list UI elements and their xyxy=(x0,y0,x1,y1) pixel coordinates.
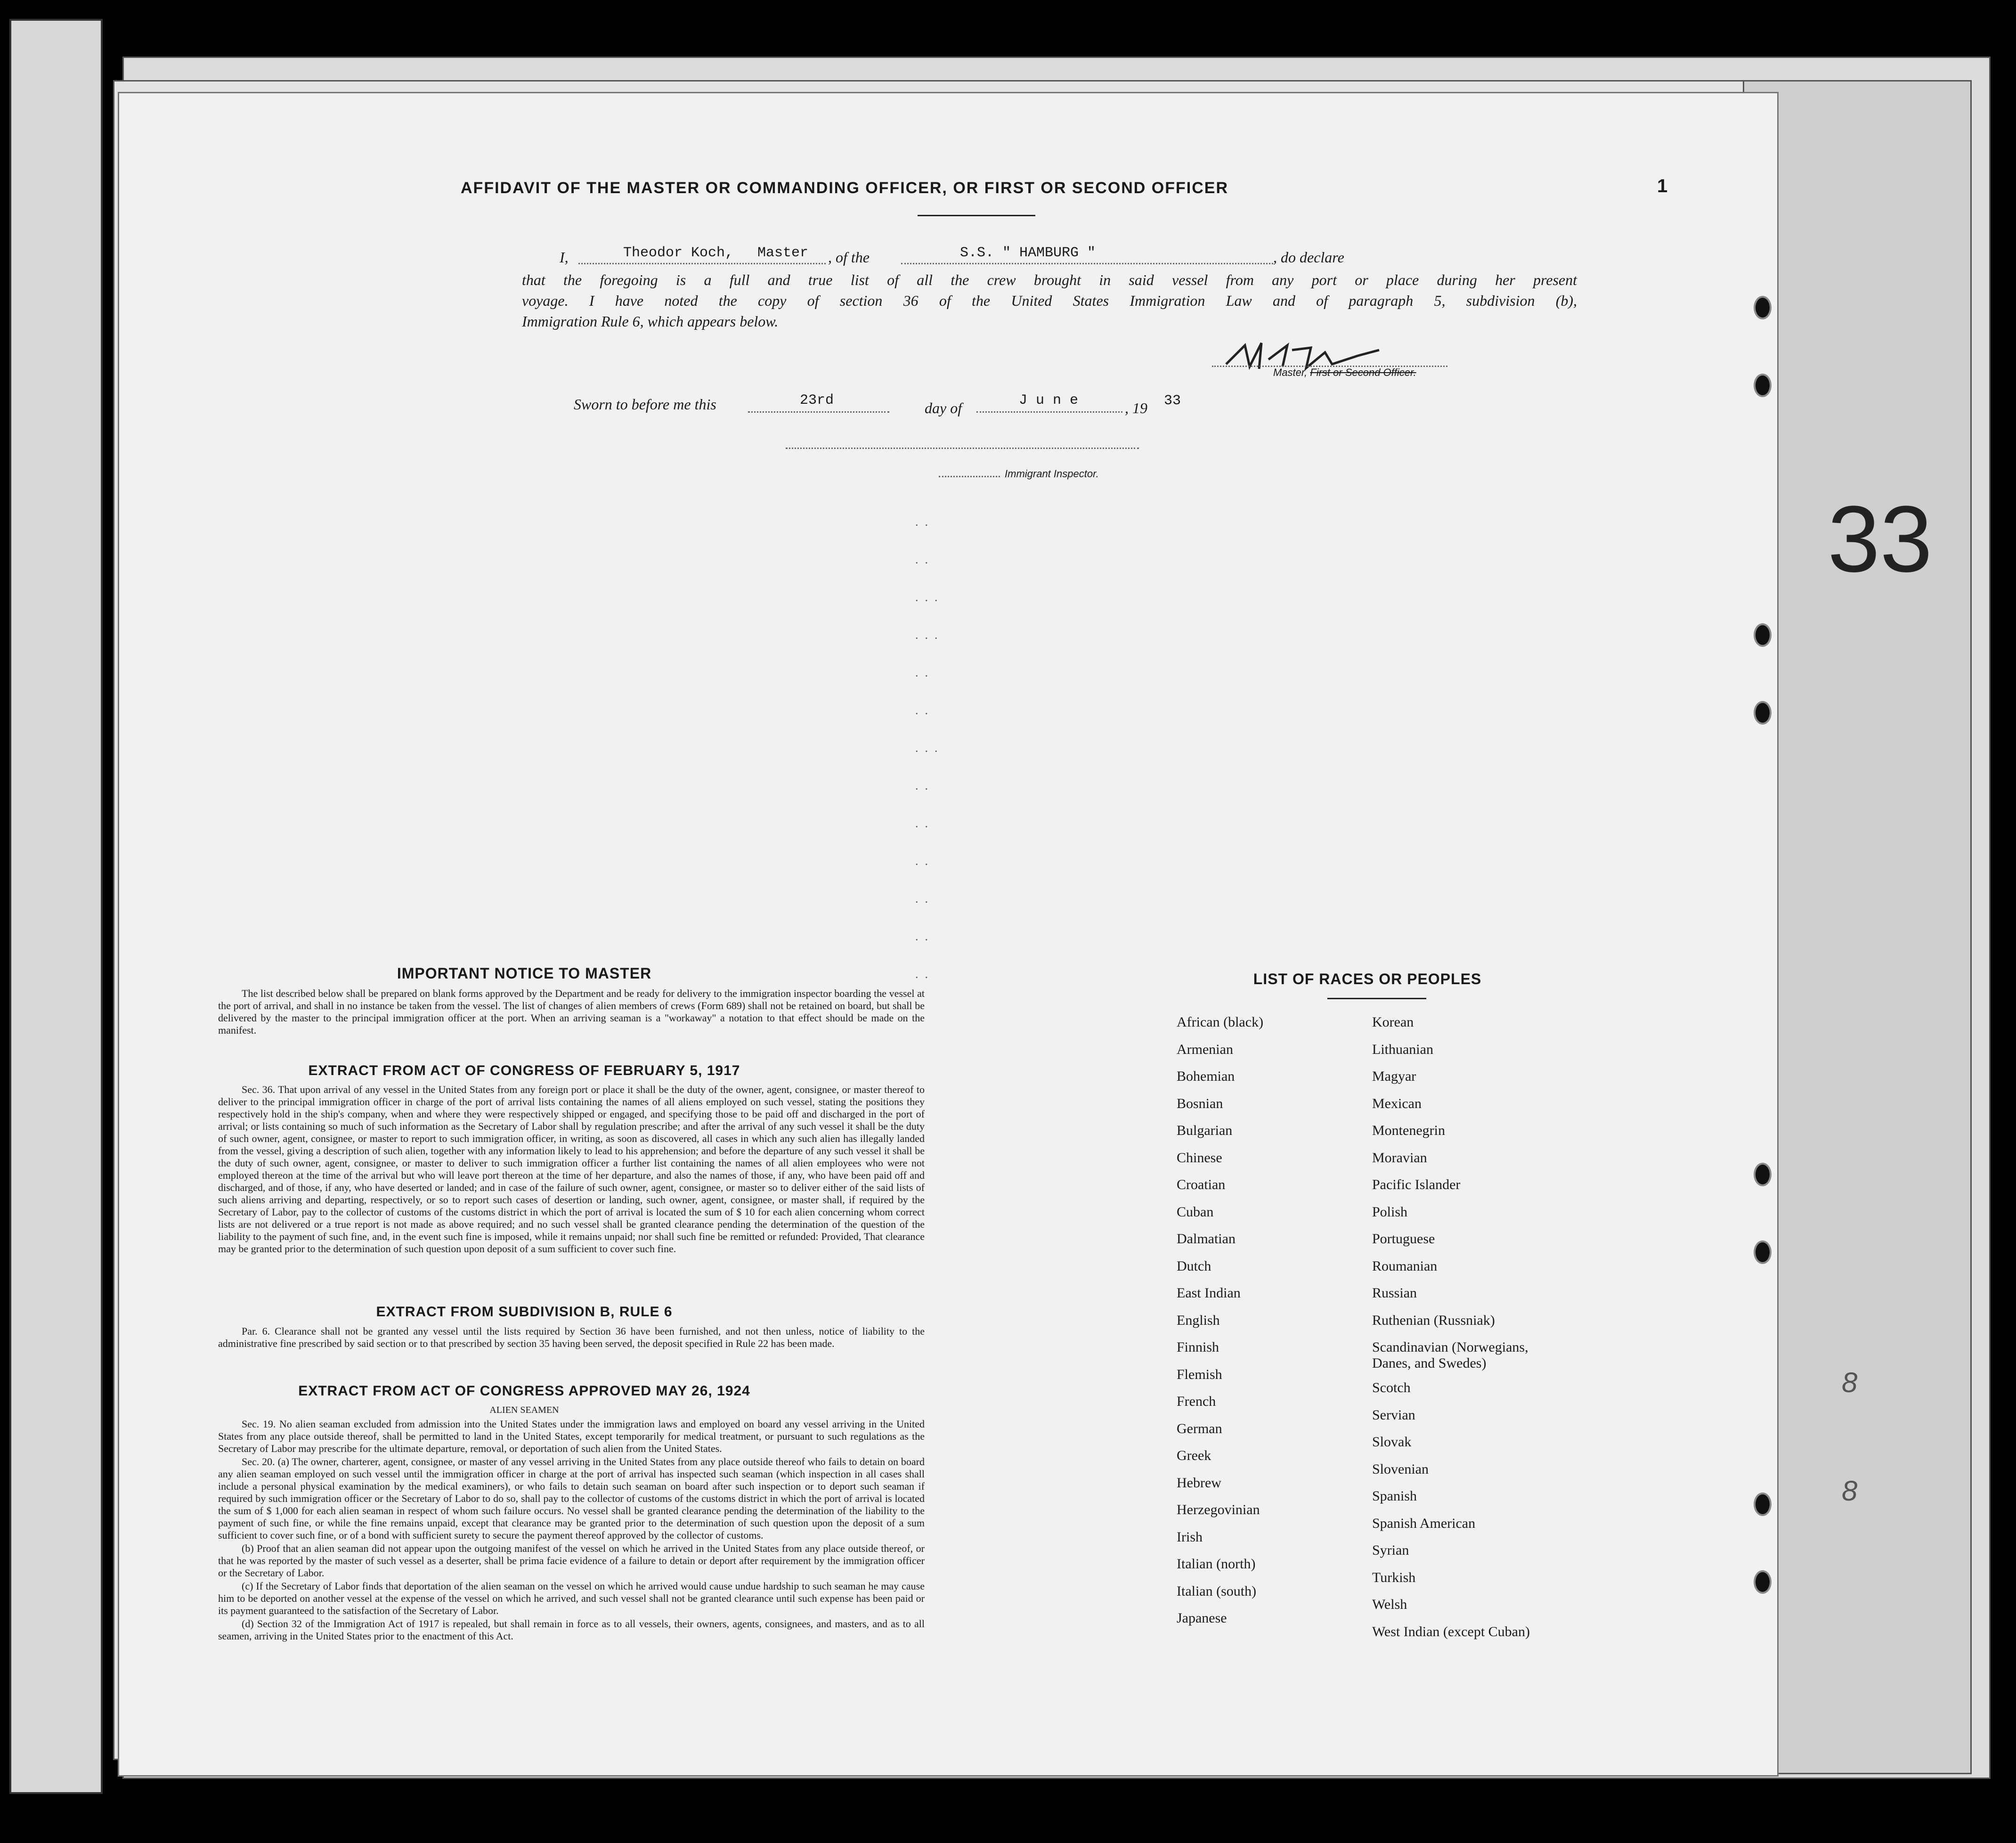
faint-mark: ... xyxy=(915,741,944,755)
race-item: Scandinavian (Norwegians, Danes, and Swedes) xyxy=(1372,1339,1528,1371)
name-field-line xyxy=(578,263,826,264)
binder-hole xyxy=(1754,1570,1772,1594)
race-item: Servian xyxy=(1372,1407,1415,1423)
race-item: Mexican xyxy=(1372,1095,1422,1111)
race-item: Italian (north) xyxy=(1177,1556,1256,1572)
race-item: Roumanian xyxy=(1372,1258,1438,1274)
race-item: Irish xyxy=(1177,1529,1203,1545)
sec19-paragraph: Sec. 19. No alien seaman excluded from admission into the United States under the immigration laws and employed on board any vessel arriving in the United States from any place outside thereof, shall be permitted to land in the United States, except temporarily for medical treatment, or pursuant to such regulations as the Secretary of Labor may prescribe for the ultimate departure, removal, or deportation of such alien from the United States. xyxy=(218,1418,925,1454)
race-item: Bohemian xyxy=(1177,1068,1235,1084)
margin-number: 33 xyxy=(1828,487,1933,592)
race-item: Montenegrin xyxy=(1372,1123,1445,1138)
vessel-name: S.S. " HAMBURG " xyxy=(960,245,1096,261)
inspector-signature-line xyxy=(786,448,1139,449)
race-item: Welsh xyxy=(1372,1597,1407,1612)
race-item: Polish xyxy=(1372,1204,1408,1220)
faint-mark: .. xyxy=(915,666,935,679)
extract-1924-text xyxy=(218,1418,925,1643)
extract-1917-title: EXTRACT FROM ACT OF CONGRESS OF FEBRUARY 5, 1917 xyxy=(308,1063,740,1078)
sworn-label: Sworn to before me this xyxy=(574,396,716,413)
notice-title: IMPORTANT NOTICE TO MASTER xyxy=(397,965,652,982)
race-item: Bosnian xyxy=(1177,1095,1223,1111)
declaration-line-3: voyage. I have noted the copy of section 36 of the United States Immigration Law and of paragraph 5, subdivision (b), xyxy=(522,292,1577,309)
faint-mark: .. xyxy=(915,553,935,566)
inspector-label: Immigrant Inspector. xyxy=(1005,468,1099,480)
race-item: Ruthenian (Russniak) xyxy=(1372,1312,1495,1328)
race-item: Cuban xyxy=(1177,1204,1214,1220)
sec36-paragraph: Sec. 36. That upon arrival of any vessel in the United States from any foreign port or place it shall be the duty of the owner, agent, consignee, or master thereof to deliver to the principal immigration officer in charge of the port of arrival lists containing the names of all aliens employed on such vessel, stating the positions they respectively hold in the ship's company, when and where they were respectively shipped or engaged, and specifying those to be paid off and discharged in the port of arrival; or lists containing so much of such information as the Secretary of Labor shall by regulation prescribe; and after the arrival of any such vessel it shall be the duty of such owner, agent, consignee, or master to report to such immigration officer, in writing, as soon as discovered, all cases in which any such alien has illegally landed from the vessel, giving a description of such alien, together with any information likely to lead to his apprehension; and before the departure of any such vessel it shall be the duty of such owner, agent, consignee, or master to deliver to such immigration officer a further list containing the names of all alien employees who were not employed thereon at the time of the arrival but who will leave port thereon at the time of her departure, and also the names of those, if any, who have been paid off and discharged, and of those, if any, who have deserted or landed; and in case of the failure of such owner, agent, consignee, or master so to deliver either of the said lists of such aliens arriving and departing, respectively, or so to report such cases of desertion or landing, such owner, agent, consignee, or master shall, if required by the Secretary of Labor, pay to the collector of customs of the customs district in which the port of arrival is located the sum of $ 10 for each alien concerning whom correct lists are not delivered or a true report is not made as above required; and no such vessel shall be granted clearance pending the determination of the question of the liability to the payment of such fine, and, in the event such fine is imposed, while it remains unpaid; nor shall such fine be remitted or refunded: Provided, That clearance may be granted prior to the determination of such question upon deposit of a sum sufficient to cover such fine. xyxy=(218,1084,925,1255)
faint-mark: .. xyxy=(915,854,935,868)
race-item: African (black) xyxy=(1177,1014,1264,1030)
race-item: Hebrew xyxy=(1177,1475,1221,1491)
day-of-label: day of xyxy=(925,400,962,416)
title-underline xyxy=(918,215,1035,216)
races-column-2 xyxy=(1372,1014,1570,1651)
master-name: Theodor Koch, xyxy=(623,245,734,261)
binder-hole xyxy=(1754,1492,1772,1516)
vessel-field-line xyxy=(901,263,1273,264)
binder-hole xyxy=(1754,623,1772,647)
race-item: East Indian xyxy=(1177,1285,1241,1301)
par6-paragraph: Par. 6. Clearance shall not be granted any vessel until the lists required by Section 36 have been furnished, and not then unless, notice of liability to the administrative fine prescribed by said section or to that prescribed by section 35 having been served, the deposit specified in Rule 22 has been made. xyxy=(218,1325,925,1349)
faint-mark: ... xyxy=(915,590,944,604)
subdivision-b-text xyxy=(218,1325,925,1351)
faint-mark: ... xyxy=(915,628,944,642)
do-declare-label: , do declare xyxy=(1273,249,1344,266)
declaration-i: I, xyxy=(560,249,569,266)
extract-1917-text xyxy=(218,1084,925,1256)
race-item: Turkish xyxy=(1372,1569,1416,1585)
faint-mark: .. xyxy=(915,892,935,905)
of-the-label: , of the xyxy=(828,249,870,266)
race-item: Flemish xyxy=(1177,1366,1222,1382)
year-prefix: , 19 xyxy=(1125,400,1147,416)
extract-1924-title: EXTRACT FROM ACT OF CONGRESS APPROVED MAY 26, 1924 xyxy=(298,1383,750,1399)
subdivision-b-title: EXTRACT FROM SUBDIVISION B, RULE 6 xyxy=(376,1304,673,1320)
declaration-line-4: Immigration Rule 6, which appears below. xyxy=(522,313,779,330)
race-item: Lithuanian xyxy=(1372,1041,1433,1057)
race-item: Korean xyxy=(1372,1014,1414,1030)
sworn-year: 33 xyxy=(1164,393,1181,409)
races-title: LIST OF RACES OR PEOPLES xyxy=(1253,970,1482,987)
race-item: Chinese xyxy=(1177,1150,1222,1166)
sworn-day: 23rd xyxy=(800,392,834,408)
declaration-line-2: that the foregoing is a full and true list of all the crew brought in said vessel from any port or place during her present xyxy=(522,271,1577,288)
race-item: Slovak xyxy=(1372,1434,1412,1450)
faint-mark: .. xyxy=(915,779,935,792)
day-field-line xyxy=(748,411,889,413)
binder-hole xyxy=(1754,1163,1772,1186)
races-underline xyxy=(1327,998,1426,999)
race-item: Slovenian xyxy=(1372,1461,1429,1477)
month-field-line xyxy=(976,411,1122,413)
sec20a-paragraph: Sec. 20. (a) The owner, charterer, agent, consignee, or master of any vessel arriving in the United States from any place outside thereof who fails to detain on board any alien seaman employed on such vessel until the immigration officer in charge at the port of arrival has inspected such seaman (which inspection in all cases shall include a personal physical examination by the medical examiners), or who fails to detain such seaman on board after such inspection or to deport such seaman if required by such immigration officer or the Secretary of Labor to do so, shall pay to the collector of customs of the customs district in which the port of arrival is located the sum of $ 1,000 for each alien seaman in respect of whom such failure occurs. No vessel shall be granted clearance pending the determination of the liability to the payment of such fine, or while the fine remains unpaid, except that clearance may be granted prior to the determination of such question upon the deposit of a sum sufficient to cover such fine, or of a bond with sufficient surety to secure the payment thereof approved by the collector of customs. xyxy=(218,1456,925,1541)
signature-master-label: Master, xyxy=(1273,367,1308,378)
race-item: German xyxy=(1177,1420,1222,1436)
margin-mark-8a: 8 xyxy=(1842,1367,1858,1398)
race-item: Spanish American xyxy=(1372,1515,1476,1531)
binder-hole xyxy=(1754,1240,1772,1264)
top-tick-mark: 1 xyxy=(1657,176,1668,196)
affidavit-title: AFFIDAVIT OF THE MASTER OR COMMANDING OFFICER, OR FIRST OR SECOND OFFICER xyxy=(461,179,1228,197)
faint-mark: .. xyxy=(915,930,935,943)
alien-seamen-subtitle: ALIEN SEAMEN xyxy=(489,1405,559,1415)
race-item: English xyxy=(1177,1312,1220,1328)
faint-mark: .. xyxy=(915,515,935,529)
margin-mark-8b: 8 xyxy=(1842,1475,1858,1507)
race-item: Dutch xyxy=(1177,1258,1211,1274)
sec20d-paragraph: (d) Section 32 of the Immigration Act of 1917 is repealed, but shall remain in force as to all vessels, their owners, agents, consignees, and masters, and as to all seamen, arriving in the United States prior to the enactment of this Act. xyxy=(218,1618,925,1642)
signature-label xyxy=(1273,367,1416,379)
race-item: Greek xyxy=(1177,1448,1211,1463)
race-item: Japanese xyxy=(1177,1610,1227,1626)
sworn-month: June xyxy=(1019,392,1087,408)
race-item: Magyar xyxy=(1372,1068,1416,1084)
binder-hole xyxy=(1754,296,1772,319)
race-item: Bulgarian xyxy=(1177,1123,1233,1138)
race-item: French xyxy=(1177,1394,1216,1409)
sec20c-paragraph: (c) If the Secretary of Labor finds that deportation of the alien seaman on the vessel on which he arrived would cause undue hardship to such seaman he may cause him to be deported on another vessel at the expense of the vessel on which he arrived, and such vessel shall not be granted clearance until such expense has been paid or its payment guaranteed to the satisfaction of the Secretary of Labor. xyxy=(218,1580,925,1616)
faint-mark: .. xyxy=(915,967,935,981)
race-item: Croatian xyxy=(1177,1177,1226,1192)
manifest-page xyxy=(118,92,1779,1777)
notice-paragraph: The list described below shall be prepared on blank forms approved by the Department and be ready for delivery to the immigration inspector boarding the vessel at the port of arrival, and shall in no instance be taken from the vessel. The list of changes of alien members of crews (Form 689) shall not be retained on board, but shall be delivered by the master to the principal immigration officer at the port. When an arriving seaman is a "workaway" a notation to that effect should be made on the manifest. xyxy=(218,987,925,1036)
race-item: Finnish xyxy=(1177,1339,1219,1355)
race-item: Syrian xyxy=(1372,1542,1409,1558)
race-item: Pacific Islander xyxy=(1372,1177,1461,1192)
race-item: Italian (south) xyxy=(1177,1583,1257,1599)
signature-struck-label: First or Second Officer. xyxy=(1310,367,1416,378)
race-item: Herzegovinian xyxy=(1177,1502,1260,1517)
binder-hole xyxy=(1754,701,1772,725)
faint-mark: .. xyxy=(915,816,935,830)
race-item: Moravian xyxy=(1372,1150,1427,1166)
race-item: Russian xyxy=(1372,1285,1417,1301)
faint-mark: .. xyxy=(915,703,935,717)
race-item: Spanish xyxy=(1372,1488,1417,1504)
race-item: Armenian xyxy=(1177,1041,1233,1057)
binder-hole xyxy=(1754,374,1772,397)
sec20b-paragraph: (b) Proof that an alien seaman did not appear upon the outgoing manifest of the vessel on which he arrived in the United States from any place outside thereof, or that he was reported by the master of such vessel as a deserter, shall be prima facie evidence of a failure to detain or deport after requirement by the immigration officer or the Secretary of Labor. xyxy=(218,1542,925,1579)
race-item: Dalmatian xyxy=(1177,1231,1236,1247)
notice-text xyxy=(218,987,925,1037)
race-item: Scotch xyxy=(1372,1380,1411,1395)
races-column-1 xyxy=(1177,1014,1365,1638)
binder-left-edge xyxy=(9,19,103,1794)
race-item: Portuguese xyxy=(1372,1231,1435,1247)
master-rank: Master xyxy=(757,245,809,261)
race-item: West Indian (except Cuban) xyxy=(1372,1623,1530,1639)
inspector-name-line xyxy=(939,476,1000,477)
